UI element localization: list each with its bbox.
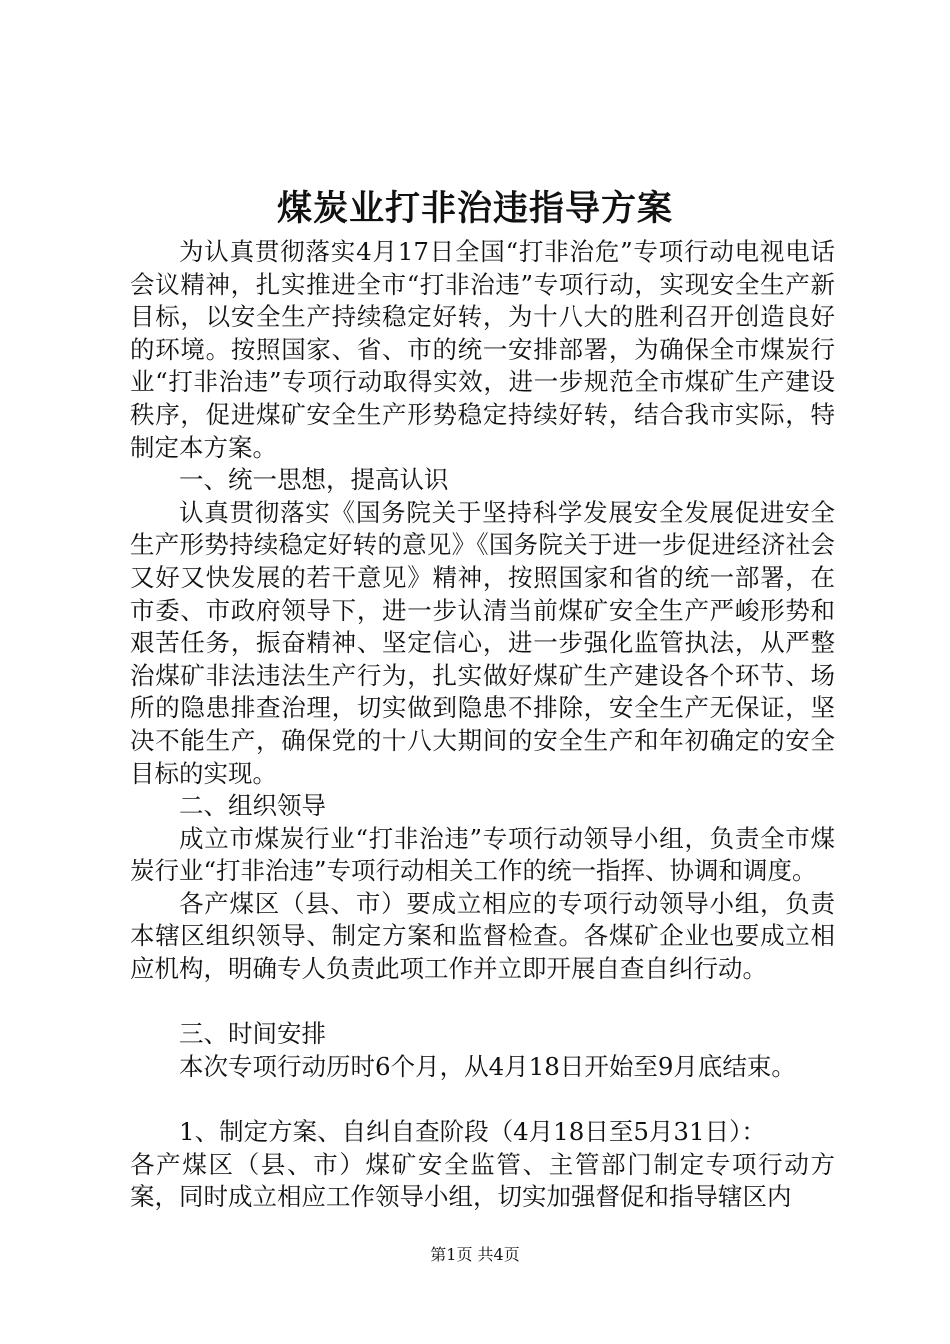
- page-number-footer: 第1页 共4页: [430, 1245, 520, 1264]
- section-3-paragraph: 本次专项行动历时6个月，从4月18日开始至9月底结束。: [179, 1051, 796, 1081]
- section-heading-1: 一、统一思想，提高认识: [179, 465, 449, 495]
- subsection-1-paragraph: 各产煤区（县、市）煤矿安全监管、主管部门制定专项行动方案，同时成立相应工作领导小组，切实加强督促和指导辖区内: [130, 1149, 835, 1212]
- section-2-paragraph-2: 各产煤区（县、市）要成立相应的专项行动领导小组，负责本辖区组织领导、制定方案和监督检查。各煤矿企业也要成立相应机构，明确专人负责此项工作并立即开展自查自纠行动。: [130, 888, 835, 984]
- section-2-paragraph-1: 成立市煤炭行业“打非治违”专项行动领导小组，负责全市煤炭行业“打非治违”专项行动相关工作的统一指挥、协调和调度。: [130, 823, 835, 886]
- intro-paragraph: 为认真贯彻落实4月17日全国“打非治危”专项行动电视电话会议精神，扎实推进全市“打非治违”专项行动，实现安全生产新目标，以安全生产持续稳定好转，为十八大的胜利召开创造良好的环境。按照国家、省、市的统一安排部署，为确保全市煤炭行业“打非治违”专项行动取得实效，进一步规范全市煤矿生产建设秩序，促进煤矿安全生产形势稳定持续好转，结合我市实际，特制定本方案。: [130, 237, 835, 462]
- section-heading-2: 二、组织领导: [179, 791, 326, 821]
- section-heading-3: 三、时间安排: [179, 1019, 326, 1049]
- section-1-paragraph: 认真贯彻落实《国务院关于坚持科学发展安全发展促进安全生产形势持续稳定好转的意见》《国务院关于进一步促进经济社会又好又快发展的若干意见》精神，按照国家和省的统一部署，在市委、市政府领导下，进一步认清当前煤矿安全生产严峻形势和艰苦任务，振奋精神、坚定信心，进一步强化监管执法，从严整治煤矿非法违法生产行为，扎实做好煤矿生产建设各个环节、场所的隐患排查治理，切实做到隐患不排除，安全生产无保证，坚决不能生产，确保党的十八大期间的安全生产和年初确定的安全目标的实现。: [130, 497, 835, 788]
- document-title: 煤炭业打非治违指导方案: [276, 188, 673, 229]
- blank-line: [130, 1083, 835, 1116]
- subsection-heading-1: 1、制定方案、自纠自查阶段（4月18日至5月31日）：: [179, 1117, 766, 1147]
- blank-line: [130, 986, 835, 1019]
- document-body: [130, 236, 835, 1214]
